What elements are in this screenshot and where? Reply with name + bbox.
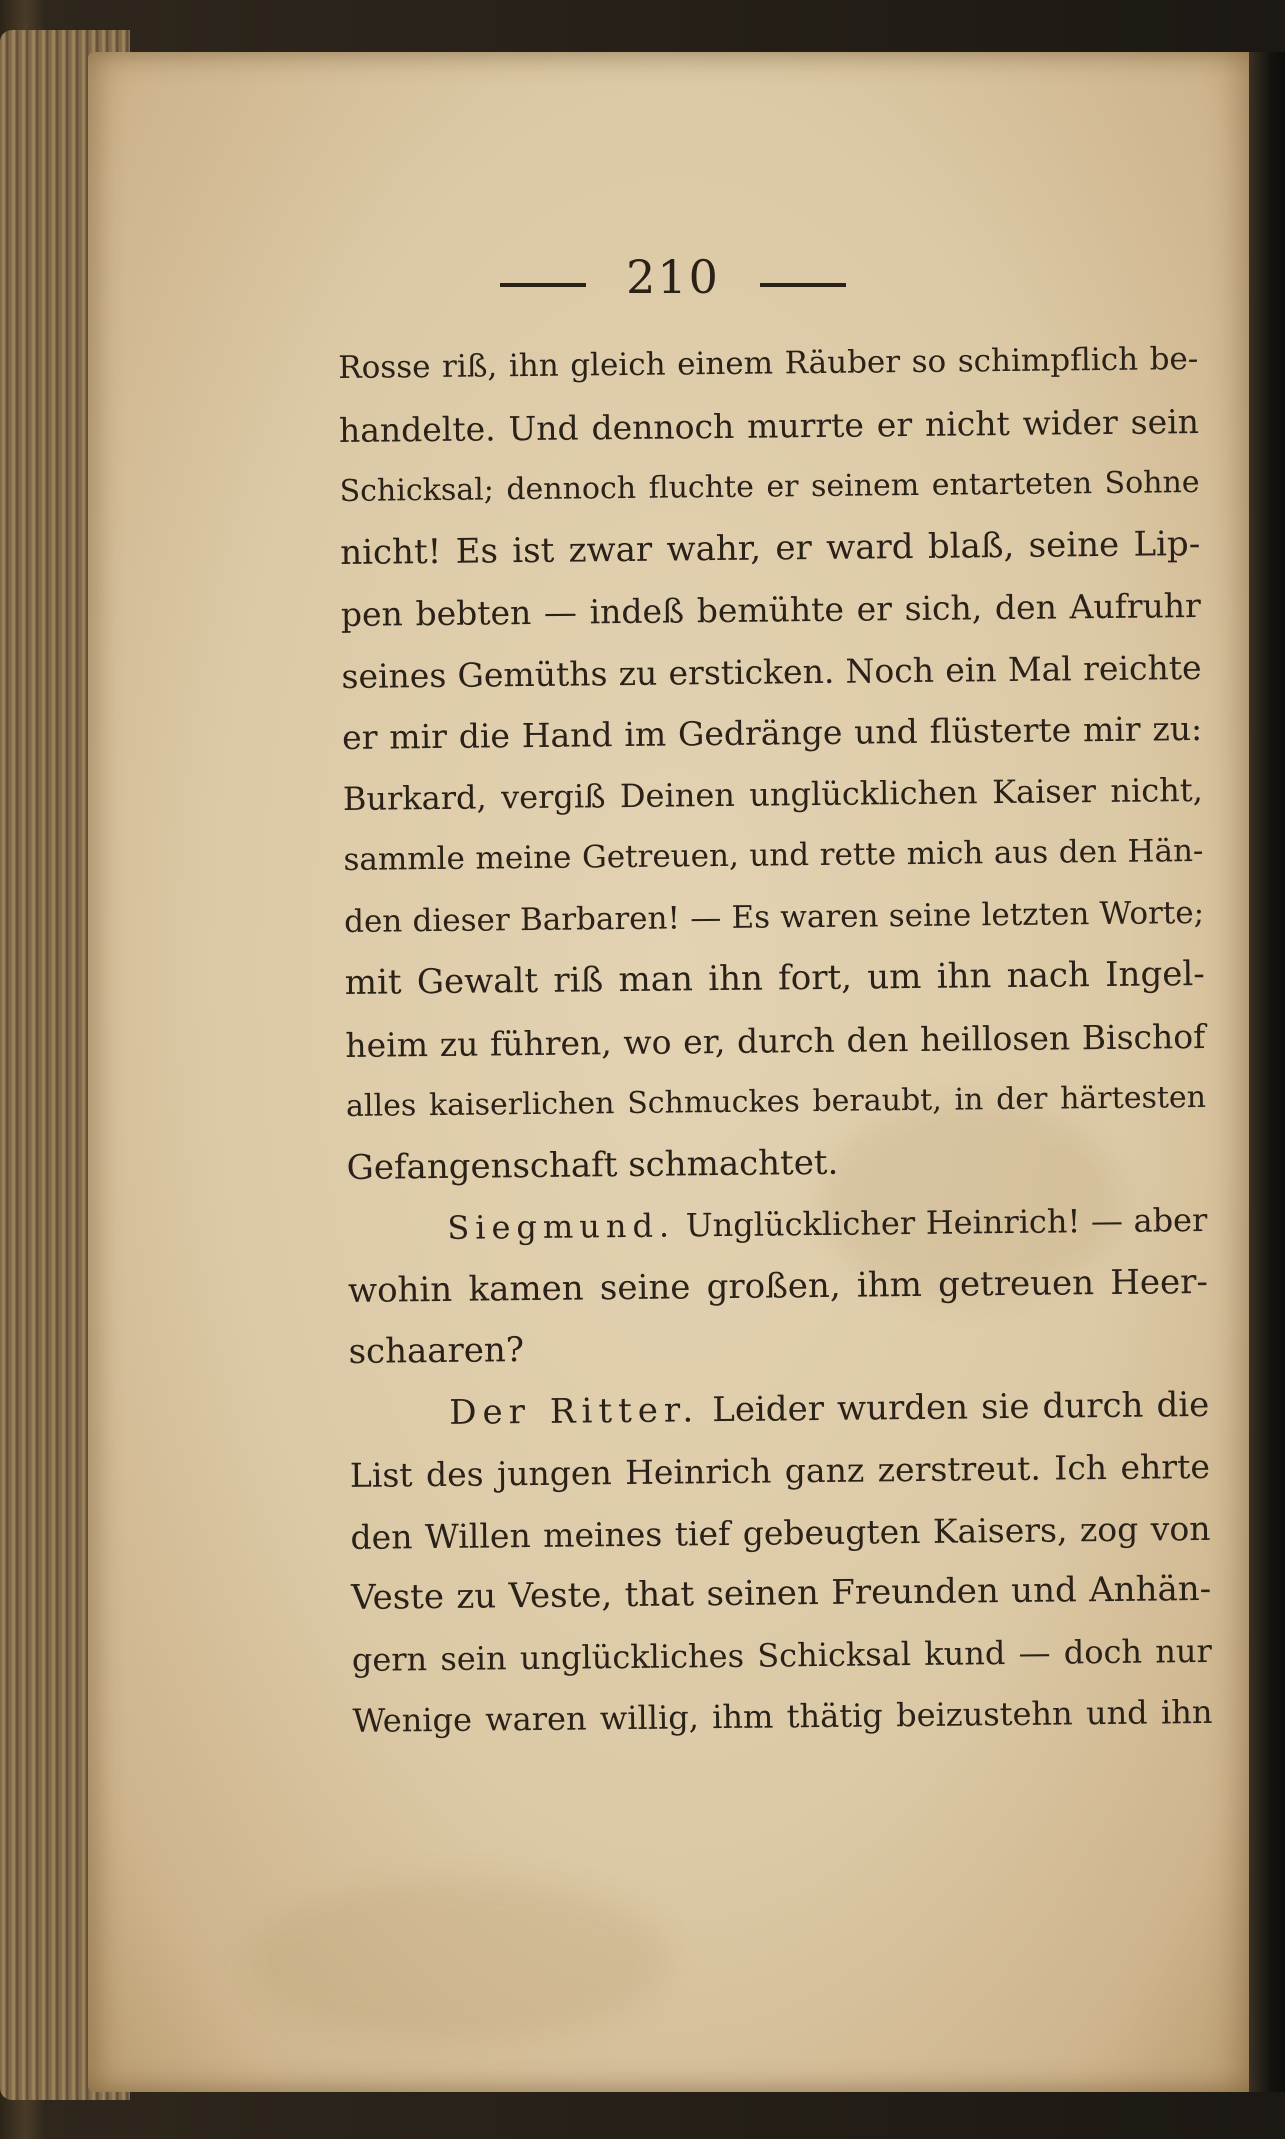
page-number: 210 (626, 250, 720, 304)
speech-line (349, 1374, 1210, 1445)
line-text: den Willen meines tief gebeugten Kaisers, zog von (350, 1508, 1211, 1557)
text-line (343, 821, 1204, 892)
text-line (346, 1067, 1207, 1138)
text-line (341, 575, 1202, 646)
line-text: seines Gemüths zu ersticken. Noch ein Mal reichte (341, 647, 1202, 696)
line-text: alles kaiserlichen Schmuckes beraubt, in der härtesten (345, 1079, 1207, 1124)
text-line (342, 698, 1203, 769)
book-gutter (1249, 52, 1285, 2092)
text-line (352, 1620, 1213, 1691)
header-dash-left (500, 283, 586, 287)
text-line (346, 1128, 1207, 1199)
line-text: er mir die Hand im Gedränge und flüsterte mir zu: (341, 708, 1203, 757)
line-text: pen bebten — indeß bemühte er sich, den Aufruhr (340, 585, 1202, 634)
speaker-name: Siegmund. (447, 1206, 676, 1247)
speech-line (347, 1190, 1208, 1261)
text-line (343, 759, 1204, 830)
line-text: Gefangenschaft schmachtet. (346, 1142, 839, 1188)
text-line (348, 1251, 1209, 1322)
header-dash-right (760, 283, 846, 287)
line-text: gern sein unglückliches Schicksal kund — doch nur (351, 1631, 1212, 1679)
text-line (350, 1497, 1211, 1568)
speaker-name: Der Ritter. (449, 1389, 700, 1433)
page-text (338, 329, 1213, 1752)
text-line (338, 329, 1199, 400)
line-text: nicht! Es ist zwar wahr, er ward blaß, seine Lip- (340, 523, 1201, 573)
line-text: Veste zu Veste, that seinen Freunden und Anhän- (350, 1568, 1212, 1618)
line-text: List des jungen Heinrich ganz zerstreut. Ich ehrte (349, 1446, 1211, 1495)
line-text: heim zu führen, wo er, durch den heillosen Bischof (345, 1016, 1206, 1065)
text-line (339, 390, 1200, 461)
line-text: Leider wurden sie durch die (712, 1384, 1210, 1430)
paper-stain (250, 1880, 670, 2040)
line-text: den dieser Barbaren! — Es waren seine letzten Worte; (343, 894, 1205, 940)
line-text: wohin kamen seine großen, ihm getreuen Heer- (347, 1261, 1209, 1311)
line-text: Schicksal; dennoch fluchte er seinem entarteten Sohne (339, 464, 1200, 509)
line-text: Unglücklicher Heinrich! — aber (685, 1200, 1208, 1245)
text-line (348, 1313, 1209, 1384)
line-text: Burkard, vergiß Deinen unglücklichen Kaiser nicht, (342, 770, 1203, 818)
text-line (351, 1559, 1212, 1630)
line-text: sammle meine Getreuen, und rette mich aus den Hän- (343, 832, 1204, 878)
line-text: handelte. Und dennoch murrte er nicht wider sein (338, 401, 1200, 450)
page-header (88, 250, 1258, 304)
text-line (341, 636, 1202, 707)
text-line (339, 452, 1200, 523)
text-line (345, 1005, 1206, 1076)
line-text: Wenige waren willig, ihm thätig beizustehn und ihn (352, 1692, 1213, 1740)
line-text: schaaren? (348, 1330, 525, 1372)
text-line (344, 944, 1205, 1015)
text-line (344, 882, 1205, 953)
text-line (350, 1436, 1211, 1507)
line-text: mit Gewalt riß man ihn fort, um ihn nach Ingel- (344, 953, 1205, 1003)
text-line (352, 1682, 1213, 1753)
line-text: Rosse riß, ihn gleich einem Räuber so schimpflich be- (338, 340, 1199, 386)
text-line (340, 513, 1201, 584)
